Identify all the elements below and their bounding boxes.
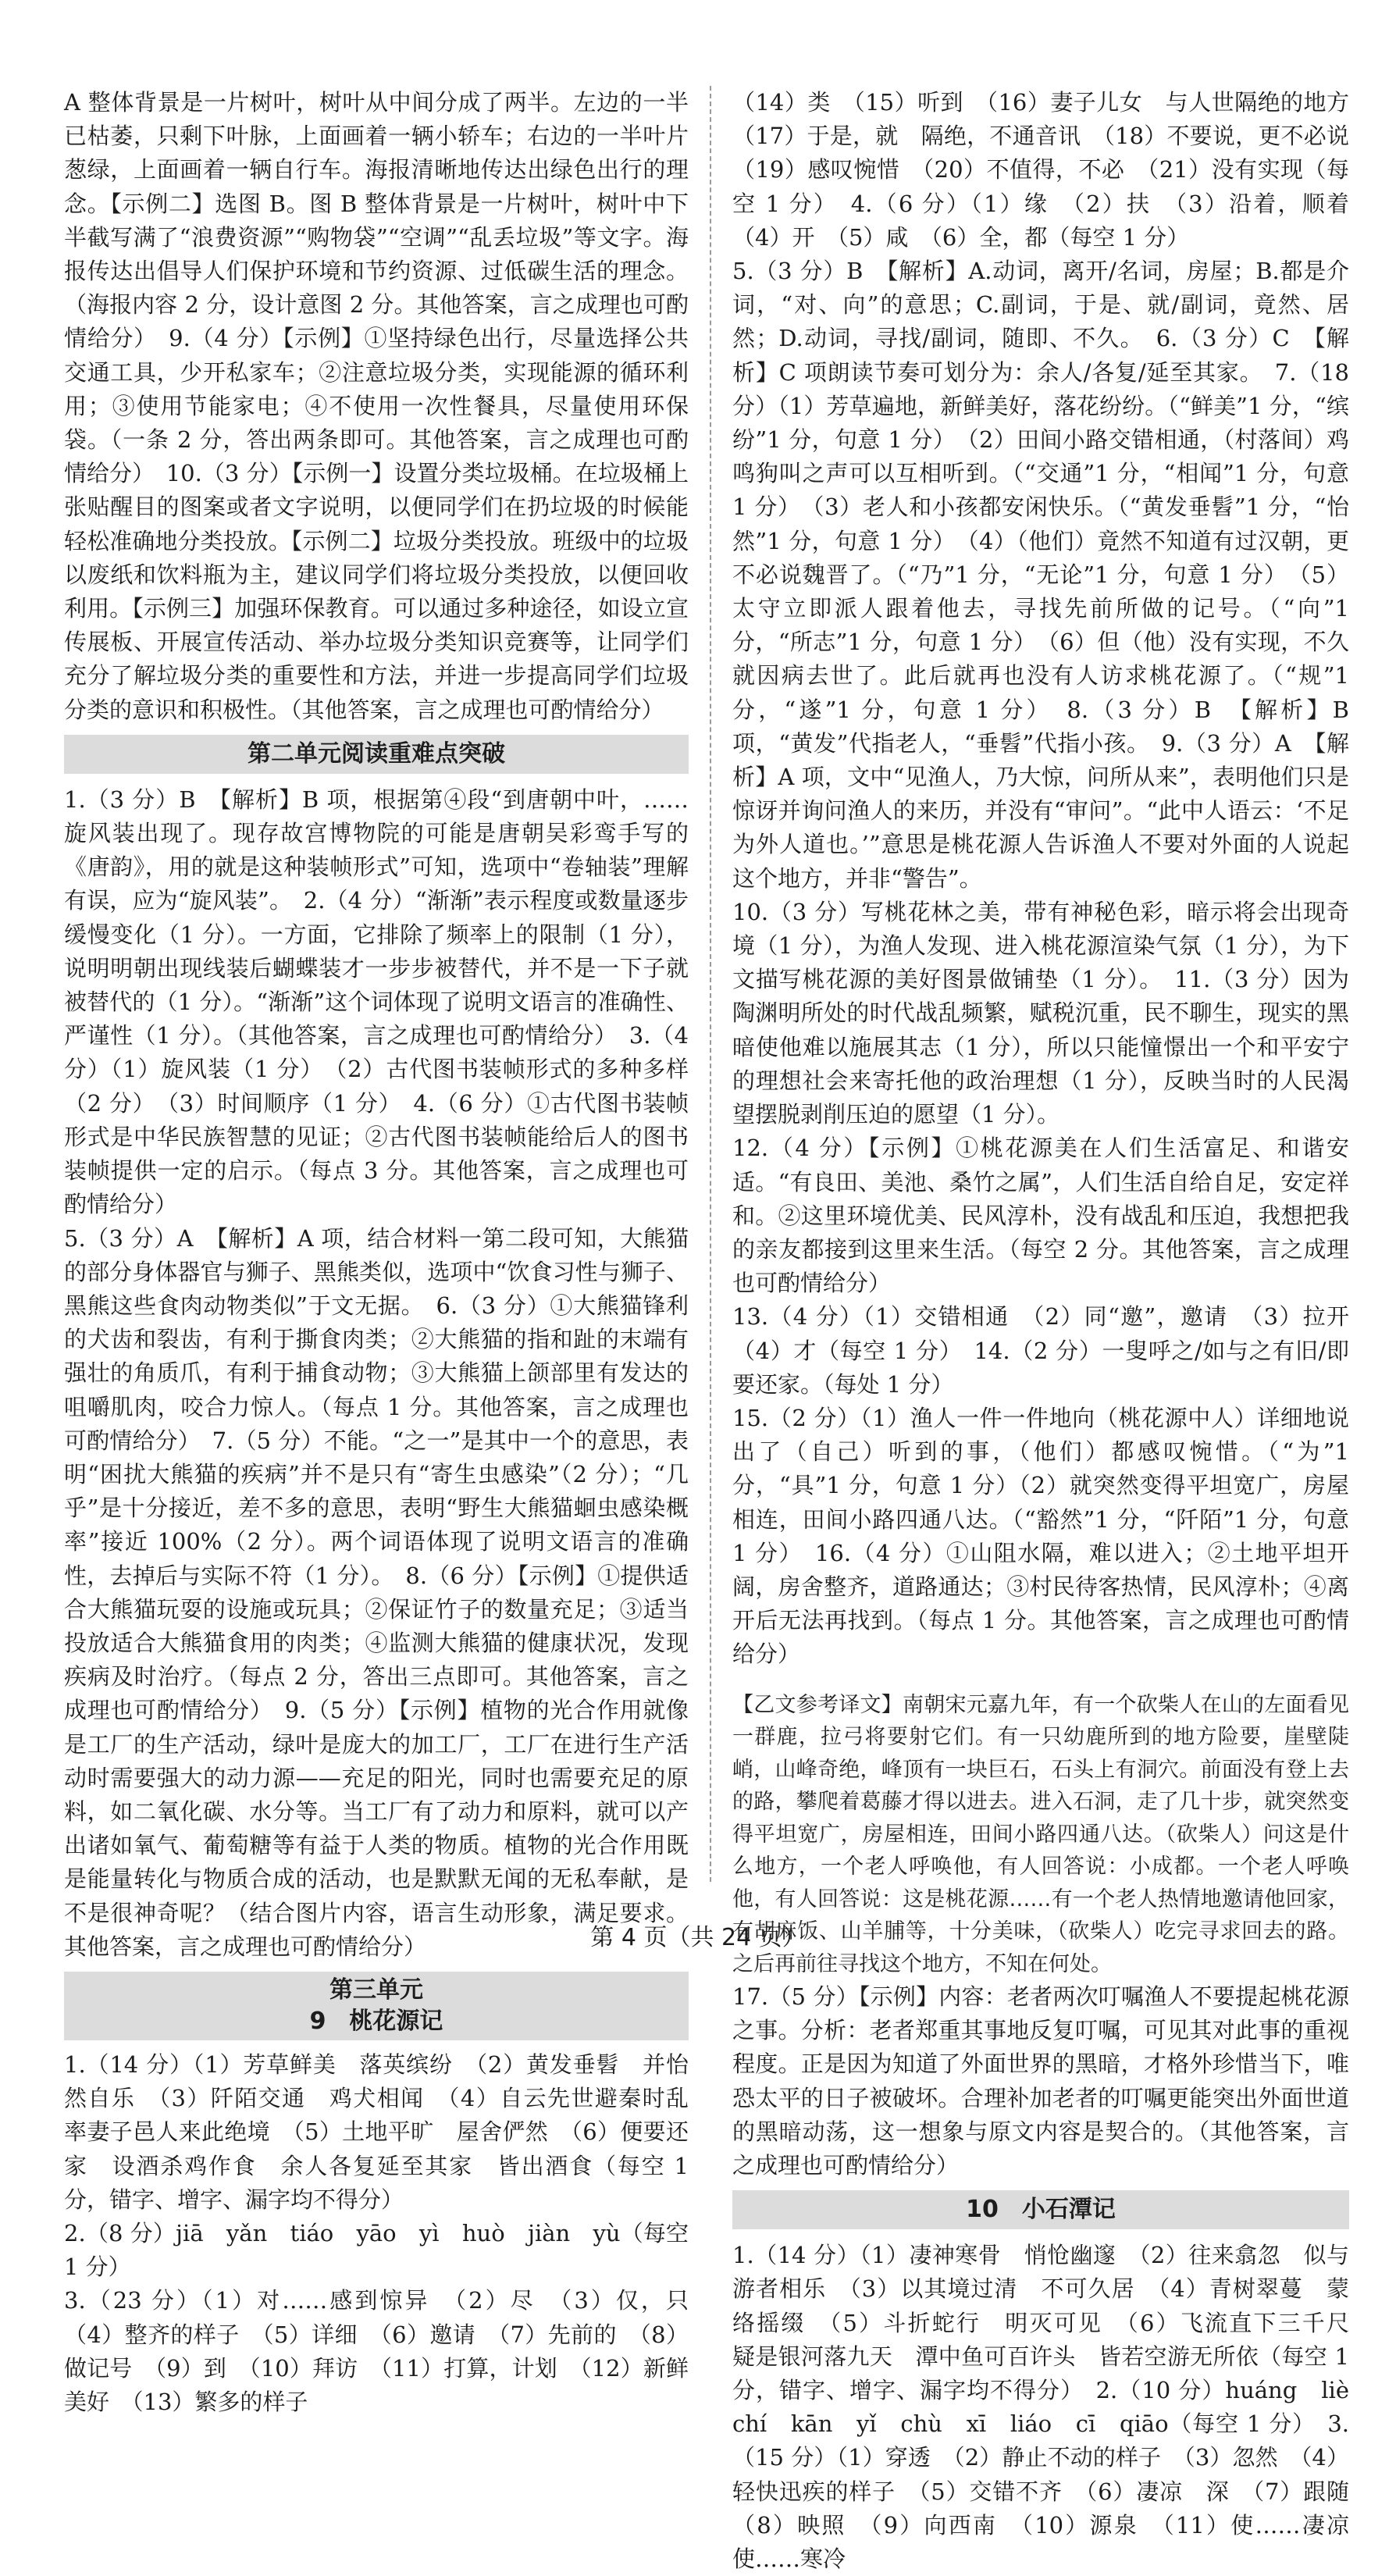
left-text-block-4: 1.（14 分）（1）芳草鲜美 落英缤纷 （2）黄发垂髫 并怡然自乐 （3）阡陌交通 鸡犬相闻 （4）自云先世避秦时乱 率妻子邑人来此绝境 （5）土地平旷 屋舍俨然 （6）便要还家 设酒杀鸡作食 余人各复延至其家 皆出酒食（每空 1 分，错字、增字、漏字均不得分） <box>64 2050 712 2213</box>
right-text-block-8: 1.（14 分）（1）凄神寒骨 悄怆幽邃 （2）往来翕忽 似与游者相乐 （3）以其境过清 不可久居 （4）青树翠蔓 蒙络摇缀 （5）斗折蛇行 明灭可见 （6）飞流直下三千尺 疑是银河落九天 潭中鱼可百许头 皆若空游无所依（每空 1 分，错字、增字、漏字均不得分） 2.（10 分）huáng liè chí kān yǐ chù xī liáo cī qiāo（每空 1 分） 3.（15 分）（1）穿透 （2）静止不动的样子 （3）忽然 （4）轻快迅疾的样子 （5）交错不齐 （6）凄凉 深 （7）跟随 （8）映照 （9）向西南 （10）源泉 （11）使……凄凉 使……寒冷 <box>732 2242 1373 2573</box>
section-heading-lesson-10: 10 小石潭记 <box>732 2190 1349 2229</box>
right-column <box>732 86 1373 2576</box>
section-heading-unit-3 <box>64 1972 689 2040</box>
left-text-block-3: 5.（3 分）A 【解析】A 项，结合材料一第二段可知，大熊猫的部分身体器官与狮子、黑熊类似，选项中“饮食习性与狮子、黑熊这些食肉动物类似”于文无据。 6.（3 分）①大熊猫锋利的犬齿和裂齿，有利于撕食肉类；②大熊猫的指和趾的末端有强壮的角质爪，有利于捕食动物；③大熊猫上颌部里有发达的咀嚼肌肉，咬合力惊人。（每点 1 分。其他答案，言之成理也可酌情给分） 7.（5 分）不能。“之一”是其中一个的意思，表明“困扰大熊猫的疾病”并不是只有“寄生虫感染”（2 分）；“几乎”是十分接近，差不多的意思，表明“野生大熊猫蛔虫感染概率”接近 100%（2 分）。两个词语体现了说明文语言的准确性，去掉后与实际不符（1 分）。 8.（6 分）【示例】①提供适合大熊猫玩耍的设施或玩具；②保证竹子的数量充足；③适当投放适合大熊猫食用的肉类；④监测大熊猫的健康状况，发现疾病及时治疗。（每点 2 分，答出三点即可。其他答案，言之成理也可酌情给分） 9.（5 分）【示例】植物的光合作用就像是工厂的生产活动，绿叶是庞大的加工厂，工厂在进行生产活动时需要强大的动力源——充足的阳光，同时也需要充足的原料，如二氧化碳、水分等。当工厂有了动力和原料，就可以产出诸如氧气、葡萄糖等有益于人类的物质。植物的光合作用既是能量转化与物质合成的活动，也是默默无闻的无私奉献，是不是很神奇呢？（结合图片内容，语言生动形象，满足要求。其他答案，言之成理也可酌情给分） <box>64 1224 689 1960</box>
unit-3-title: 第三单元 <box>329 1976 423 2004</box>
right-text-block-4: 12.（4 分）【示例】①桃花源美在人们生活富足、和谐安适。“有良田、美池、桑竹之属”，人们生活自给自足，安定祥和。②这里环境优美、民风淳朴，没有战乱和压迫，我想把我的亲友都接到这里来生活。（每空 2 分。其他答案，言之成理也可酌情给分） <box>732 1135 1349 1297</box>
lesson-9-title: 9 桃花源记 <box>309 2007 443 2035</box>
right-text-block-2: 5.（3 分）B 【解析】A.动词，离开/名词，房屋；B.都是介词，“对、向”的意思；C.副词，于是、就/副词，竟然、居然；D.动词，寻找/副词，随即、不久。 6.（3 分）C 【解析】C 项朗读节奏可划分为：余人/各复/延至其家。 7.（18 分）（1）芳草遍地，新鲜美好，落花纷纷。（“鲜美”1 分，“缤纷”1 分，句意 1 分） （2）田间小路交错相通，（村落间）鸡鸣狗叫之声可以互相听到。（“交通”1 分，“相闻”1 分，句意 1 分） （3）老人和小孩都安闲快乐。（“黄发垂髫”1 分，“怡然”1 分，句意 1 分） （4）（他们）竟然不知道有过汉朝，更不必说魏晋了。（“乃”1 分，“无论”1 分，句意 1 分） （5）太守立即派人跟着他去，寻找先前所做的记号。（“向”1 分，“所志”1 分，句意 1 分） （6）但（他）没有实现，不久就因病去世了。此后就再也没有人访求桃花源了。（“规”1 分，“遂”1 分，句意 1 分） 8.（3 分）B 【解析】B 项，“黄发”代指老人，“垂髫”代指小孩。 9.（3 分）A 【解析】A 项，文中“见渔人，乃大惊，问所从来”，表明他们只是惊讶并询问渔人的来历，并没有“审问”。“此中人语云：‘不足为外人道也。’”意思是桃花源人告诉渔人不要对外面的人说起这个地方，并非“警告”。 <box>732 258 1349 892</box>
column-divider <box>710 86 711 1882</box>
translation-block: 【乙文参考译文】南朝宋元嘉九年，有一个砍柴人在山的左面看见一群鹿，拉弓将要射它们。有一只幼鹿所到的地方险要，崖壁陡峭，山峰奇绝，峰顶有一块巨石，石头上有洞穴。前面没有登上去的路，攀爬着葛藤才得以进去。进入石洞，走了几十步，就突然变得平坦宽广，房屋相连，田间小路四通八达。（砍柴人）问这是什么地方，一个老人呼唤他，有人回答说：小成都。一个老人呼唤他，有人回答说：这是桃花源……有一个老人热情地邀请他回家，有胡麻饭、山羊脯等，十分美味，（砍柴人）吃完寻求回去的路。之后再前往寻找这个地方，不知在何处。 <box>732 1692 1349 1976</box>
right-text-block-1: （14）类 （15）听到 （16）妻子儿女 与人世隔绝的地方 （17）于是，就 隔绝，不通音讯 （18）不要说，更不必说 （19）感叹惋惜 （20）不值得，不必 （21）没有实现（每空 1 分） 4.（6 分）（1）缘 （2）扶 （3）沿着，顺着 （4）开 （5）咸 （6）全，都（每空 1 分） <box>732 89 1373 251</box>
left-text-block-1: A 整体背景是一片树叶，树叶从中间分成了两半。左边的一半已枯萎，只剩下叶脉，上面画着一辆小轿车；右边的一半叶片葱绿，上面画着一辆自行车。海报清晰地传达出绿色出行的理念。【示例二】选图 B。图 B 整体背景是一片树叶，树叶中下半截写满了“浪费资源”“购物袋”“空调”“乱丢垃圾”等文字。海报传达出倡导人们保护环境和节约资源、过低碳生活的理念。（海报内容 2 分，设计意图 2 分。其他答案，言之成理也可酌情给分） 9.（4 分）【示例】①坚持绿色出行，尽量选择公共交通工具，少开私家车；②注意垃圾分类，实现能源的循环利用；③使用节能家电；④不使用一次性餐具，尽量使用环保袋。（一条 2 分，答出两条即可。其他答案，言之成理也可酌情给分） 10.（3 分）【示例一】设置分类垃圾桶。在垃圾桶上张贴醒目的图案或者文字说明，以便同学们在扔垃圾的时候能轻松准确地分类投放。【示例二】垃圾分类投放。班级中的垃圾以废纸和饮料瓶为主，建议同学们将垃圾分类投放，以便回收利用。【示例三】加强环保教育。可以通过多种途径，如设立宣传展板、开展宣传活动、举办垃圾分类知识竞赛等，让同学们充分了解垃圾分类的重要性和方法，并进一步提高同学们垃圾分类的意识和积极性。（其他答案，言之成理也可酌情给分） <box>64 89 689 723</box>
left-text-block-2: 1.（3 分）B 【解析】B 项，根据第④段“到唐朝中叶，……旋风装出现了。现存故宫博物院的可能是唐朝吴彩鸾手写的《唐韵》，用的就是这种装帧形式”可知，选项中“卷轴装”理解有误，应为“旋风装”。 2.（4 分）“渐渐”表示程度或数量逐步缓慢变化（1 分）。一方面，它排除了频率上的限制（1 分），说明明朝出现线装后蝴蝶装才一步步被替代，并不是一下子就被替代的（1 分）。“渐渐”这个词体现了说明文语言的准确性、严谨性（1 分）。（其他答案，言之成理也可酌情给分） 3.（4 分）（1）旋风装（1 分） （2）古代图书装帧形式的多种多样（2 分） （3）时间顺序（1 分） 4.（6 分）①古代图书装帧形式是中华民族智慧的见证；②古代图书装帧能给后人的图书装帧提供一定的启示。（每点 3 分。其他答案，言之成理也可酌情给分） <box>64 786 689 1218</box>
spacer <box>732 1672 1349 1689</box>
page-number: 第 4 页（共 24 页） <box>590 1924 806 1951</box>
left-text-block-5: 2.（8 分）jiā yǎn tiáo yāo yì huò jiàn yù（每空 1 分） <box>64 2219 689 2281</box>
left-text-block-6: 3.（23 分）（1）对……感到惊异 （2）尽 （3）仅，只 （4）整齐的样子 （5）详细 （6）邀请 （7）先前的 （8）做记号 （9）到 （10）拜访 （11）打算，计划 （12）新鲜美好 （13）繁多的样子 <box>64 2287 712 2415</box>
right-text-block-5: 13.（4 分）（1）交错相通 （2）同“邀”，邀请 （3）拉开 （4）才（每空 1 分） 14.（2 分）一叟呼之/如与之有旧/即要还家。（每处 1 分） <box>732 1303 1373 1398</box>
section-heading-unit-2: 第二单元阅读重难点突破 <box>64 735 689 774</box>
right-text-block-7: 17.（5 分）【示例】内容：老者两次叮嘱渔人不要提起桃花源之事。分析：老者郑重其事地反复叮嘱，可见其对此事的重视程度。正是因为知道了外面世界的黑暗，才格外珍惜当下，唯恐太平的日子被破坏。合理补加老者的叮嘱更能突出外面世道的黑暗动荡，这一想象与原文内容是契合的。（其他答案，言之成理也可酌情给分） <box>732 1983 1349 2179</box>
right-text-block-6: 15.（2 分）（1）渔人一件一件地向（桃花源中人）详细地说出了（自己）听到的事，（他们）都感叹惋惜。（“为”1 分，“具”1 分，句意 1 分）（2）就突然变得平坦宽广，房屋相连，田间小路四通八达。（“豁然”1 分，“阡陌”1 分，句意 1 分） 16.（4 分）①山阻水隔，难以进入；②土地平坦开阔，房舍整齐，道路通达；③村民待客热情，民风淳朴；④离开后无法再找到。（每点 1 分。其他答案，言之成理也可酌情给分） <box>732 1404 1349 1668</box>
right-text-block-3: 10.（3 分）写桃花林之美，带有神秘色彩，暗示将会出现奇境（1 分），为渔人发现、进入桃花源渲染气氛（1 分），为下文描写桃花源的美好图景做铺垫（1 分）。 11.（3 分）因为陶渊明所处的时代战乱频繁，赋税沉重，民不聊生，现实的黑暗使他难以施展其志（1 分），所以只能憧憬出一个和平安宁的理想社会来寄托他的政治理想（1 分），反映当时的人民渴望摆脱剥削压迫的愿望（1 分）。 <box>732 898 1349 1128</box>
